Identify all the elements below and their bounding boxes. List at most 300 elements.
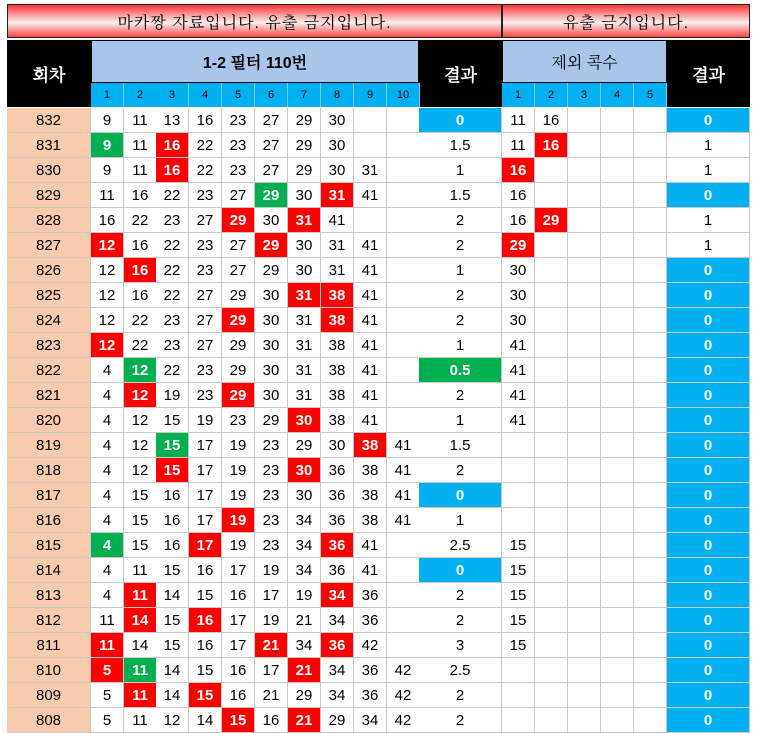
exclude-number-cell [535, 358, 568, 383]
result-cell: 1 [419, 158, 502, 183]
exclude-col-index: 4 [601, 83, 634, 107]
filter-number-cell: 34 [288, 508, 321, 533]
filter-number-cell: 16 [189, 633, 222, 658]
filter-number-cell: 41 [354, 558, 387, 583]
round-cell: 814 [7, 558, 91, 583]
filter-col-index: 1 [91, 83, 124, 107]
filter-number-cell: 16 [124, 283, 157, 308]
filter-number-cell: 14 [156, 658, 189, 683]
filter-number-cell: 15 [189, 683, 222, 708]
filter-number-cell: 23 [222, 408, 255, 433]
round-header: 회차 [7, 40, 91, 107]
result-cell: 2 [419, 583, 502, 608]
filter-number-cell: 22 [189, 158, 222, 183]
filter-number-cell: 15 [222, 708, 255, 733]
filter-number-cell: 12 [124, 433, 157, 458]
exclude-number-cell [502, 433, 535, 458]
filter-number-cell [387, 108, 420, 133]
result2-cell: 1 [667, 208, 750, 233]
exclude-number-cell [601, 558, 634, 583]
filter-number-cell: 34 [288, 558, 321, 583]
filter-number-cell: 29 [288, 133, 321, 158]
exclude-number-cell [634, 383, 667, 408]
result2-cell: 0 [667, 458, 750, 483]
filter-number-cell: 17 [189, 508, 222, 533]
filter-number-cell: 31 [288, 308, 321, 333]
filter-number-cell: 11 [124, 158, 157, 183]
filter-number-cell [387, 208, 420, 233]
filter-number-cell: 41 [321, 208, 354, 233]
exclude-number-cell: 41 [502, 383, 535, 408]
filter-number-cell: 31 [288, 383, 321, 408]
result-cell: 1 [419, 508, 502, 533]
exclude-number-cell [568, 608, 601, 633]
round-cell: 825 [7, 283, 91, 308]
result2-header: 결과 [667, 40, 750, 107]
exclude-number-cell [601, 308, 634, 333]
round-cell: 829 [7, 183, 91, 208]
filter-number-cell: 36 [321, 508, 354, 533]
result-cell: 1 [419, 408, 502, 433]
filter-number-cell: 23 [255, 483, 288, 508]
result-cell: 2 [419, 208, 502, 233]
result2-cell: 0 [667, 658, 750, 683]
exclude-number-cell [535, 233, 568, 258]
exclude-number-cell: 41 [502, 333, 535, 358]
exclude-number-cell [601, 383, 634, 408]
filter-number-cell: 30 [321, 108, 354, 133]
filter-number-cell: 31 [288, 358, 321, 383]
result2-cell: 0 [667, 508, 750, 533]
result2-cell: 0 [667, 283, 750, 308]
round-cell: 815 [7, 533, 91, 558]
filter-number-cell: 41 [354, 408, 387, 433]
filter-number-cell: 14 [189, 708, 222, 733]
filter-number-cell: 30 [255, 383, 288, 408]
exclude-number-cell [601, 608, 634, 633]
exclude-number-cell [568, 708, 601, 733]
filter-number-cell: 4 [91, 558, 124, 583]
round-cell: 808 [7, 708, 91, 733]
exclude-number-cell [634, 233, 667, 258]
filter-number-cell: 29 [321, 708, 354, 733]
result2-cell: 0 [667, 308, 750, 333]
filter-number-cell: 29 [222, 208, 255, 233]
filter-col-index: 10 [387, 83, 420, 107]
exclude-number-cell: 16 [502, 158, 535, 183]
exclude-number-cell [568, 458, 601, 483]
filter-number-cell: 29 [222, 358, 255, 383]
exclude-number-cell [601, 708, 634, 733]
filter-number-cell: 23 [156, 333, 189, 358]
filter-number-cell: 11 [124, 658, 157, 683]
filter-number-cell [387, 633, 420, 658]
filter-number-cell: 16 [156, 483, 189, 508]
filter-number-cell: 21 [255, 633, 288, 658]
round-cell: 827 [7, 233, 91, 258]
exclude-number-cell [535, 383, 568, 408]
filter-number-cell: 4 [91, 483, 124, 508]
filter-number-cell: 15 [156, 408, 189, 433]
filter-number-cell: 31 [321, 183, 354, 208]
filter-number-cell: 30 [255, 358, 288, 383]
filter-number-cell: 11 [91, 608, 124, 633]
result-cell: 1.5 [419, 133, 502, 158]
round-cell: 823 [7, 333, 91, 358]
filter-number-cell [387, 158, 420, 183]
filter-number-cell: 12 [91, 308, 124, 333]
filter-number-cell: 38 [354, 483, 387, 508]
result-cell: 2 [419, 383, 502, 408]
exclude-number-cell [535, 283, 568, 308]
exclude-number-cell [568, 533, 601, 558]
filter-number-cell: 15 [156, 433, 189, 458]
filter-number-cell: 11 [124, 133, 157, 158]
round-cell: 831 [7, 133, 91, 158]
exclude-number-cell [634, 483, 667, 508]
filter-number-cell: 27 [189, 208, 222, 233]
exclude-number-cell [634, 158, 667, 183]
filter-number-cell: 23 [189, 183, 222, 208]
exclude-number-cell: 11 [502, 108, 535, 133]
filter-number-cell: 16 [222, 658, 255, 683]
filter-number-cell: 31 [288, 283, 321, 308]
filter-col-index: 7 [288, 83, 321, 107]
filter-number-cell: 4 [91, 433, 124, 458]
filter-number-cell: 4 [91, 458, 124, 483]
filter-number-cell: 23 [255, 533, 288, 558]
filter-number-cell: 41 [354, 383, 387, 408]
filter-number-cell: 15 [156, 558, 189, 583]
filter-number-cell [387, 183, 420, 208]
round-cell: 822 [7, 358, 91, 383]
filter-number-cell: 11 [91, 183, 124, 208]
round-cell: 820 [7, 408, 91, 433]
filter-number-cell: 4 [91, 508, 124, 533]
filter-number-cell: 34 [321, 583, 354, 608]
filter-number-cell [387, 558, 420, 583]
filter-number-cell: 16 [189, 608, 222, 633]
exclude-number-cell [535, 508, 568, 533]
exclude-number-cell: 41 [502, 408, 535, 433]
exclude-number-cell: 16 [502, 183, 535, 208]
exclude-number-cell [634, 683, 667, 708]
exclude-number-cell [634, 358, 667, 383]
filter-number-cell: 42 [354, 633, 387, 658]
result-cell: 1 [419, 258, 502, 283]
exclude-number-cell [568, 433, 601, 458]
exclude-number-cell [568, 633, 601, 658]
filter-number-cell: 38 [354, 433, 387, 458]
exclude-number-cell [568, 408, 601, 433]
result2-cell: 0 [667, 358, 750, 383]
exclude-number-cell [535, 308, 568, 333]
exclude-number-cell: 16 [502, 208, 535, 233]
filter-number-cell: 42 [387, 708, 420, 733]
filter-number-cell: 36 [321, 558, 354, 583]
exclude-number-cell [535, 558, 568, 583]
filter-number-cell: 30 [255, 308, 288, 333]
exclude-number-cell: 41 [502, 358, 535, 383]
filter-number-cell: 41 [354, 258, 387, 283]
result-cell: 1.5 [419, 433, 502, 458]
filter-number-cell: 15 [189, 658, 222, 683]
filter-number-cell: 38 [321, 308, 354, 333]
filter-number-cell: 16 [222, 683, 255, 708]
exclude-col-index: 3 [568, 83, 601, 107]
result2-cell: 0 [667, 108, 750, 133]
result2-cell: 0 [667, 633, 750, 658]
exclude-number-cell [634, 533, 667, 558]
exclude-number-cell [634, 133, 667, 158]
filter-number-cell: 16 [156, 508, 189, 533]
round-cell: 830 [7, 158, 91, 183]
filter-number-cell: 17 [222, 558, 255, 583]
filter-number-cell: 19 [222, 458, 255, 483]
filter-number-cell: 14 [124, 608, 157, 633]
filter-number-cell: 16 [156, 133, 189, 158]
filter-number-cell: 14 [156, 683, 189, 708]
exclude-number-cell [634, 458, 667, 483]
filter-number-cell: 22 [156, 283, 189, 308]
filter-number-cell: 16 [124, 233, 157, 258]
exclude-number-cell [568, 583, 601, 608]
exclude-number-cell [601, 683, 634, 708]
filter-number-cell: 41 [354, 283, 387, 308]
result-cell: 0.5 [419, 358, 502, 383]
filter-number-cell: 22 [124, 333, 157, 358]
filter-number-cell: 38 [321, 333, 354, 358]
exclude-col-index: 5 [634, 83, 667, 107]
filter-number-cell: 27 [189, 308, 222, 333]
result-cell: 2 [419, 233, 502, 258]
result-cell: 1.5 [419, 183, 502, 208]
result-cell: 2 [419, 608, 502, 633]
filter-number-cell: 29 [222, 308, 255, 333]
exclude-number-cell [601, 183, 634, 208]
filter-number-cell: 23 [255, 508, 288, 533]
filter-number-cell: 12 [124, 358, 157, 383]
exclude-number-cell [568, 308, 601, 333]
filter-number-cell: 27 [222, 183, 255, 208]
filter-number-cell: 38 [321, 283, 354, 308]
filter-number-cell: 34 [288, 533, 321, 558]
result-cell: 2.5 [419, 533, 502, 558]
round-cell: 821 [7, 383, 91, 408]
exclude-number-cell [502, 708, 535, 733]
filter-number-cell: 36 [321, 633, 354, 658]
exclude-number-cell [601, 658, 634, 683]
result2-cell: 1 [667, 133, 750, 158]
result2-cell: 0 [667, 533, 750, 558]
exclude-number-cell: 30 [502, 283, 535, 308]
exclude-number-cell [634, 558, 667, 583]
filter-number-cell: 30 [288, 458, 321, 483]
result2-cell: 1 [667, 158, 750, 183]
result-header: 결과 [419, 40, 502, 107]
filter-number-cell: 36 [321, 458, 354, 483]
filter-number-cell: 38 [321, 408, 354, 433]
filter-number-cell: 16 [124, 258, 157, 283]
filter-number-cell: 11 [124, 708, 157, 733]
exclude-number-cell [535, 533, 568, 558]
result2-cell: 0 [667, 583, 750, 608]
exclude-number-cell [535, 333, 568, 358]
exclude-number-cell [568, 233, 601, 258]
filter-number-cell: 27 [189, 283, 222, 308]
filter-number-cell: 41 [354, 308, 387, 333]
exclude-number-cell [568, 108, 601, 133]
round-cell: 811 [7, 633, 91, 658]
result2-cell: 0 [667, 333, 750, 358]
exclude-number-cell: 15 [502, 558, 535, 583]
filter-number-cell [387, 533, 420, 558]
filter-number-cell: 5 [91, 658, 124, 683]
filter-number-cell: 17 [255, 658, 288, 683]
filter-number-cell: 17 [189, 458, 222, 483]
filter-number-cell: 42 [387, 683, 420, 708]
exclude-number-cell [568, 508, 601, 533]
filter-number-cell: 29 [255, 183, 288, 208]
exclude-number-cell [601, 483, 634, 508]
exclude-number-cell [535, 608, 568, 633]
filter-number-cell: 17 [255, 583, 288, 608]
filter-number-cell: 17 [222, 608, 255, 633]
filter-number-cell: 34 [354, 708, 387, 733]
result-cell: 2.5 [419, 658, 502, 683]
exclude-number-cell [634, 258, 667, 283]
result2-cell: 0 [667, 383, 750, 408]
filter-number-cell [387, 283, 420, 308]
exclude-number-cell [634, 408, 667, 433]
filter-number-cell: 19 [255, 608, 288, 633]
round-cell: 813 [7, 583, 91, 608]
exclude-number-cell [502, 658, 535, 683]
filter-number-cell: 23 [222, 133, 255, 158]
exclude-number-cell [634, 183, 667, 208]
filter-number-cell: 30 [321, 158, 354, 183]
filter-number-cell: 16 [189, 108, 222, 133]
filter-number-cell: 29 [222, 383, 255, 408]
filter-number-cell: 16 [91, 208, 124, 233]
round-cell: 810 [7, 658, 91, 683]
filter-number-cell: 30 [255, 283, 288, 308]
result2-cell: 0 [667, 433, 750, 458]
filter-number-cell: 22 [189, 133, 222, 158]
exclude-number-cell [568, 283, 601, 308]
exclude-number-cell [568, 158, 601, 183]
exclude-number-cell [568, 333, 601, 358]
exclude-number-cell [634, 283, 667, 308]
filter-number-cell: 31 [354, 158, 387, 183]
exclude-number-cell [568, 558, 601, 583]
filter-number-cell: 30 [321, 133, 354, 158]
filter-number-cell: 27 [189, 333, 222, 358]
exclude-number-cell [568, 208, 601, 233]
round-cell: 832 [7, 108, 91, 133]
result-cell: 2 [419, 283, 502, 308]
exclude-number-cell [535, 683, 568, 708]
filter-number-cell: 22 [156, 183, 189, 208]
filter-number-cell [387, 608, 420, 633]
exclude-number-cell [601, 283, 634, 308]
filter-number-cell: 17 [189, 483, 222, 508]
result2-cell: 1 [667, 233, 750, 258]
exclude-number-cell: 29 [502, 233, 535, 258]
filter-number-cell: 11 [124, 683, 157, 708]
exclude-number-cell [634, 108, 667, 133]
filter-number-cell [387, 308, 420, 333]
exclude-number-cell [601, 333, 634, 358]
filter-number-cell: 30 [288, 483, 321, 508]
filter-number-cell: 31 [321, 258, 354, 283]
filter-number-cell: 17 [222, 633, 255, 658]
exclude-number-cell [568, 358, 601, 383]
filter-number-cell: 30 [255, 208, 288, 233]
filter-number-cell: 4 [91, 408, 124, 433]
result2-cell: 0 [667, 258, 750, 283]
result2-cell: 0 [667, 683, 750, 708]
filter-number-cell: 41 [354, 333, 387, 358]
filter-number-cell: 29 [288, 433, 321, 458]
filter-number-cell: 22 [124, 208, 157, 233]
exclude-number-cell [634, 608, 667, 633]
filter-number-cell: 36 [354, 658, 387, 683]
filter-number-cell: 16 [156, 533, 189, 558]
filter-number-cell: 29 [288, 108, 321, 133]
filter-number-cell: 19 [189, 408, 222, 433]
filter-number-cell: 19 [222, 533, 255, 558]
exclude-number-cell [601, 583, 634, 608]
filter-number-cell: 23 [189, 258, 222, 283]
filter-number-cell: 27 [255, 108, 288, 133]
filter-number-cell: 29 [222, 333, 255, 358]
exclude-number-cell: 30 [502, 308, 535, 333]
filter-number-cell: 29 [288, 158, 321, 183]
banner-left: 마카짱 자료입니다. 유출 금지입니다. [7, 4, 502, 38]
round-cell: 828 [7, 208, 91, 233]
filter-number-cell: 36 [354, 683, 387, 708]
exclude-number-cell [634, 708, 667, 733]
result-cell: 2 [419, 708, 502, 733]
filter-number-cell: 21 [288, 658, 321, 683]
exclude-number-cell [601, 108, 634, 133]
result-cell: 2 [419, 308, 502, 333]
result2-cell: 0 [667, 608, 750, 633]
filter-number-cell [354, 108, 387, 133]
exclude-col-index: 2 [535, 83, 568, 107]
filter-number-cell [387, 333, 420, 358]
exclude-number-cell [634, 308, 667, 333]
filter-number-cell: 41 [354, 183, 387, 208]
filter-number-cell: 4 [91, 383, 124, 408]
filter-number-cell: 34 [288, 633, 321, 658]
result2-cell: 0 [667, 483, 750, 508]
filter-number-cell: 36 [321, 533, 354, 558]
exclude-number-cell [535, 483, 568, 508]
round-cell: 826 [7, 258, 91, 283]
filter-number-cell: 29 [255, 233, 288, 258]
exclude-number-cell [601, 258, 634, 283]
filter-number-cell: 21 [288, 708, 321, 733]
filter-number-cell: 23 [189, 233, 222, 258]
filter-number-cell [387, 258, 420, 283]
filter-number-cell: 41 [354, 233, 387, 258]
exclude-number-cell: 15 [502, 633, 535, 658]
result-cell: 2 [419, 458, 502, 483]
exclude-number-cell [535, 183, 568, 208]
filter-number-cell: 17 [189, 433, 222, 458]
